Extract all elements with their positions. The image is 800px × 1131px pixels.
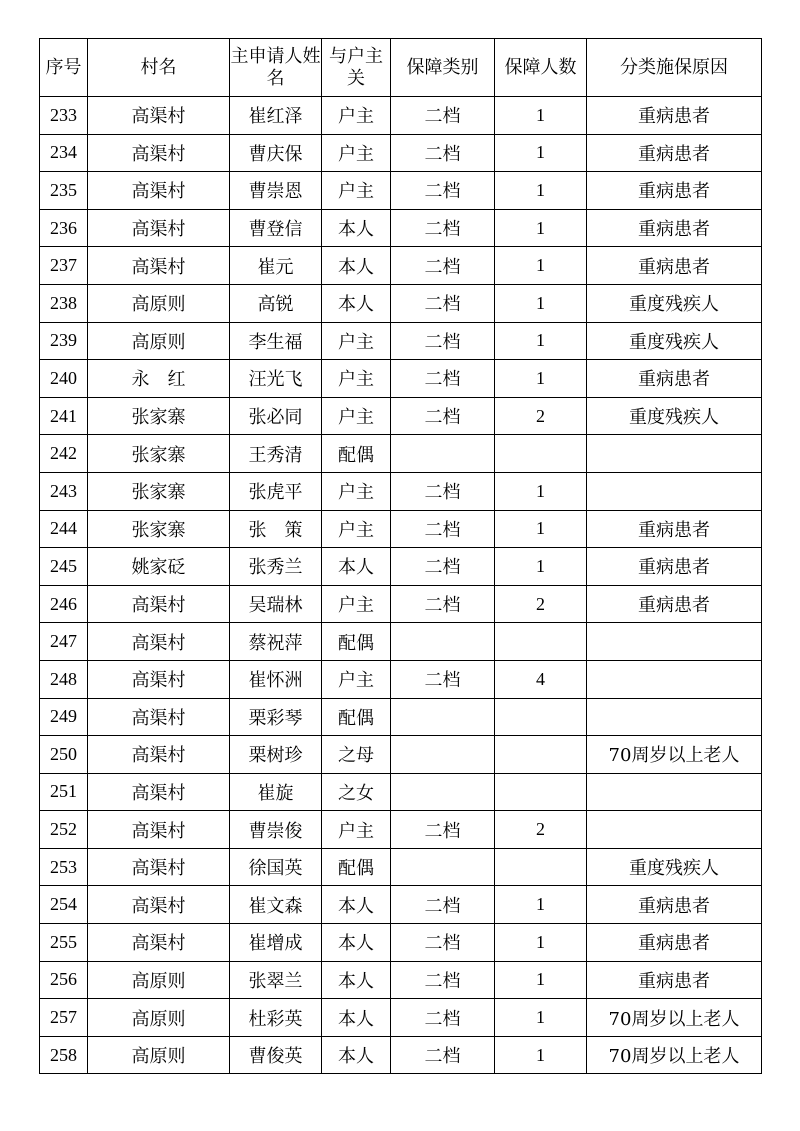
cell-seq: 233	[40, 97, 88, 135]
cell-relation: 户主	[322, 585, 391, 623]
cell-reason: 重病患者	[587, 360, 762, 398]
header-seq: 序号	[40, 39, 88, 97]
cell-reason: 重病患者	[587, 961, 762, 999]
cell-relation: 本人	[322, 284, 391, 322]
cell-reason: 重病患者	[587, 548, 762, 586]
cell-persons: 1	[495, 886, 587, 924]
cell-category: 二档	[391, 172, 495, 210]
cell-relation: 本人	[322, 247, 391, 285]
cell-reason: 70周岁以上老人	[587, 999, 762, 1037]
cell-applicant-name: 崔旋	[230, 773, 322, 811]
table-row	[40, 886, 762, 924]
table-row	[40, 1036, 762, 1074]
cell-village: 高渠村	[88, 698, 230, 736]
cell-reason	[587, 773, 762, 811]
cell-reason: 70周岁以上老人	[587, 1036, 762, 1074]
cell-relation: 配偶	[322, 698, 391, 736]
cell-persons: 1	[495, 360, 587, 398]
cell-relation: 之女	[322, 773, 391, 811]
cell-seq: 236	[40, 209, 88, 247]
cell-reason: 重度残疾人	[587, 284, 762, 322]
cell-reason: 重病患者	[587, 97, 762, 135]
cell-category: 二档	[391, 548, 495, 586]
cell-applicant-name: 吴瑞林	[230, 585, 322, 623]
table-row	[40, 134, 762, 172]
header-row	[40, 39, 762, 97]
cell-persons: 1	[495, 97, 587, 135]
cell-category	[391, 773, 495, 811]
table-row	[40, 999, 762, 1037]
cell-applicant-name: 崔增成	[230, 924, 322, 962]
cell-relation: 户主	[322, 472, 391, 510]
cell-reason: 重病患者	[587, 510, 762, 548]
cell-applicant-name: 汪光飞	[230, 360, 322, 398]
cell-persons: 1	[495, 548, 587, 586]
cell-village: 高原则	[88, 1036, 230, 1074]
cell-village: 高渠村	[88, 660, 230, 698]
table-row	[40, 660, 762, 698]
cell-seq: 243	[40, 472, 88, 510]
cell-seq: 238	[40, 284, 88, 322]
cell-applicant-name: 崔怀洲	[230, 660, 322, 698]
cell-relation: 户主	[322, 811, 391, 849]
cell-reason: 重病患者	[587, 172, 762, 210]
cell-village: 张家寨	[88, 510, 230, 548]
cell-category: 二档	[391, 961, 495, 999]
cell-seq: 252	[40, 811, 88, 849]
cell-relation: 户主	[322, 360, 391, 398]
cell-relation: 户主	[322, 97, 391, 135]
cell-applicant-name: 栗彩琴	[230, 698, 322, 736]
cell-reason	[587, 811, 762, 849]
header-applicant: 主申请人姓名	[230, 39, 322, 97]
cell-category: 二档	[391, 585, 495, 623]
cell-persons: 2	[495, 811, 587, 849]
cell-relation: 户主	[322, 172, 391, 210]
table-row	[40, 397, 762, 435]
cell-reason	[587, 435, 762, 473]
cell-reason: 重病患者	[587, 924, 762, 962]
cell-village: 高渠村	[88, 773, 230, 811]
cell-village: 张家寨	[88, 472, 230, 510]
cell-applicant-name: 曹崇恩	[230, 172, 322, 210]
header-relation: 与户主关	[322, 39, 391, 97]
cell-reason: 重度残疾人	[587, 397, 762, 435]
cell-category	[391, 623, 495, 661]
cell-persons: 2	[495, 397, 587, 435]
cell-relation: 本人	[322, 1036, 391, 1074]
cell-applicant-name: 曹俊英	[230, 1036, 322, 1074]
cell-village: 张家寨	[88, 397, 230, 435]
cell-applicant-name: 崔元	[230, 247, 322, 285]
cell-persons: 2	[495, 585, 587, 623]
cell-relation: 本人	[322, 209, 391, 247]
cell-seq: 242	[40, 435, 88, 473]
cell-applicant-name: 李生福	[230, 322, 322, 360]
table-row	[40, 623, 762, 661]
header-reason: 分类施保原因	[587, 39, 762, 97]
cell-village: 高渠村	[88, 623, 230, 661]
table-row	[40, 510, 762, 548]
cell-category	[391, 435, 495, 473]
cell-reason: 重度残疾人	[587, 322, 762, 360]
cell-applicant-name: 高锐	[230, 284, 322, 322]
cell-category: 二档	[391, 999, 495, 1037]
cell-category	[391, 736, 495, 774]
cell-village: 高原则	[88, 322, 230, 360]
cell-persons: 1	[495, 322, 587, 360]
cell-relation: 户主	[322, 660, 391, 698]
cell-category: 二档	[391, 97, 495, 135]
cell-reason: 重病患者	[587, 585, 762, 623]
cell-relation: 本人	[322, 548, 391, 586]
cell-village: 高渠村	[88, 247, 230, 285]
table-row	[40, 472, 762, 510]
cell-village: 高渠村	[88, 736, 230, 774]
cell-category	[391, 848, 495, 886]
cell-village: 高渠村	[88, 172, 230, 210]
cell-category: 二档	[391, 247, 495, 285]
cell-applicant-name: 张秀兰	[230, 548, 322, 586]
cell-applicant-name: 曹庆保	[230, 134, 322, 172]
cell-persons: 1	[495, 247, 587, 285]
cell-applicant-name: 张 策	[230, 510, 322, 548]
cell-persons: 1	[495, 924, 587, 962]
cell-persons: 1	[495, 510, 587, 548]
cell-applicant-name: 杜彩英	[230, 999, 322, 1037]
cell-category: 二档	[391, 209, 495, 247]
cell-category: 二档	[391, 322, 495, 360]
cell-village: 永 红	[88, 360, 230, 398]
assistance-roster-table	[39, 38, 762, 1074]
cell-persons: 1	[495, 472, 587, 510]
cell-category: 二档	[391, 134, 495, 172]
cell-persons	[495, 623, 587, 661]
cell-relation: 户主	[322, 510, 391, 548]
cell-village: 高渠村	[88, 848, 230, 886]
cell-reason	[587, 623, 762, 661]
cell-reason	[587, 472, 762, 510]
cell-persons: 1	[495, 961, 587, 999]
cell-category: 二档	[391, 924, 495, 962]
cell-reason: 重病患者	[587, 134, 762, 172]
cell-relation: 户主	[322, 134, 391, 172]
cell-persons: 1	[495, 284, 587, 322]
cell-village: 高渠村	[88, 811, 230, 849]
cell-applicant-name: 曹崇俊	[230, 811, 322, 849]
cell-seq: 246	[40, 585, 88, 623]
cell-reason: 重病患者	[587, 209, 762, 247]
cell-seq: 256	[40, 961, 88, 999]
cell-applicant-name: 徐国英	[230, 848, 322, 886]
cell-reason	[587, 660, 762, 698]
cell-reason: 重度残疾人	[587, 848, 762, 886]
cell-seq: 244	[40, 510, 88, 548]
header-persons: 保障人数	[495, 39, 587, 97]
cell-relation: 配偶	[322, 435, 391, 473]
cell-category: 二档	[391, 472, 495, 510]
table-row	[40, 811, 762, 849]
cell-category: 二档	[391, 811, 495, 849]
cell-persons	[495, 773, 587, 811]
cell-applicant-name: 蔡祝萍	[230, 623, 322, 661]
cell-relation: 本人	[322, 999, 391, 1037]
cell-seq: 241	[40, 397, 88, 435]
table-row	[40, 548, 762, 586]
table-row	[40, 284, 762, 322]
cell-applicant-name: 张虎平	[230, 472, 322, 510]
cell-seq: 234	[40, 134, 88, 172]
cell-relation: 本人	[322, 886, 391, 924]
cell-persons	[495, 698, 587, 736]
cell-relation: 配偶	[322, 848, 391, 886]
cell-seq: 254	[40, 886, 88, 924]
cell-persons: 1	[495, 134, 587, 172]
table-row	[40, 736, 762, 774]
cell-village: 高原则	[88, 999, 230, 1037]
cell-applicant-name: 崔红泽	[230, 97, 322, 135]
table-row	[40, 247, 762, 285]
table-row	[40, 924, 762, 962]
cell-applicant-name: 张翠兰	[230, 961, 322, 999]
cell-seq: 253	[40, 848, 88, 886]
cell-category: 二档	[391, 886, 495, 924]
cell-seq: 237	[40, 247, 88, 285]
cell-village: 高渠村	[88, 134, 230, 172]
cell-village: 姚家砭	[88, 548, 230, 586]
cell-seq: 251	[40, 773, 88, 811]
cell-seq: 240	[40, 360, 88, 398]
cell-village: 张家寨	[88, 435, 230, 473]
cell-category: 二档	[391, 660, 495, 698]
cell-village: 高渠村	[88, 97, 230, 135]
cell-applicant-name: 曹登信	[230, 209, 322, 247]
table-row	[40, 848, 762, 886]
table-row	[40, 322, 762, 360]
cell-relation: 本人	[322, 924, 391, 962]
table-row	[40, 435, 762, 473]
cell-village: 高渠村	[88, 886, 230, 924]
cell-persons	[495, 848, 587, 886]
cell-category: 二档	[391, 510, 495, 548]
header-village: 村名	[88, 39, 230, 97]
cell-reason: 重病患者	[587, 247, 762, 285]
cell-seq: 250	[40, 736, 88, 774]
cell-relation: 配偶	[322, 623, 391, 661]
cell-seq: 258	[40, 1036, 88, 1074]
cell-persons	[495, 435, 587, 473]
cell-applicant-name: 王秀清	[230, 435, 322, 473]
cell-relation: 之母	[322, 736, 391, 774]
cell-seq: 245	[40, 548, 88, 586]
cell-category: 二档	[391, 284, 495, 322]
cell-seq: 248	[40, 660, 88, 698]
table-row	[40, 360, 762, 398]
cell-applicant-name: 张必同	[230, 397, 322, 435]
table-row	[40, 172, 762, 210]
cell-category: 二档	[391, 1036, 495, 1074]
cell-village: 高渠村	[88, 924, 230, 962]
cell-persons	[495, 736, 587, 774]
header-category: 保障类别	[391, 39, 495, 97]
cell-reason	[587, 698, 762, 736]
cell-seq: 247	[40, 623, 88, 661]
table-row	[40, 209, 762, 247]
table-row	[40, 585, 762, 623]
table-body	[40, 97, 762, 1074]
cell-village: 高原则	[88, 284, 230, 322]
cell-category: 二档	[391, 397, 495, 435]
cell-seq: 257	[40, 999, 88, 1037]
table-row	[40, 698, 762, 736]
cell-persons: 4	[495, 660, 587, 698]
cell-applicant-name: 崔文森	[230, 886, 322, 924]
cell-seq: 239	[40, 322, 88, 360]
cell-persons: 1	[495, 1036, 587, 1074]
cell-persons: 1	[495, 209, 587, 247]
cell-relation: 户主	[322, 322, 391, 360]
cell-seq: 255	[40, 924, 88, 962]
cell-category: 二档	[391, 360, 495, 398]
cell-seq: 235	[40, 172, 88, 210]
cell-relation: 户主	[322, 397, 391, 435]
table-row	[40, 961, 762, 999]
cell-reason: 重病患者	[587, 886, 762, 924]
table-row	[40, 97, 762, 135]
cell-category	[391, 698, 495, 736]
cell-reason: 70周岁以上老人	[587, 736, 762, 774]
cell-persons: 1	[495, 172, 587, 210]
cell-village: 高渠村	[88, 585, 230, 623]
cell-seq: 249	[40, 698, 88, 736]
cell-persons: 1	[495, 999, 587, 1037]
cell-relation: 本人	[322, 961, 391, 999]
cell-applicant-name: 栗树珍	[230, 736, 322, 774]
cell-village: 高原则	[88, 961, 230, 999]
cell-village: 高渠村	[88, 209, 230, 247]
table-row	[40, 773, 762, 811]
